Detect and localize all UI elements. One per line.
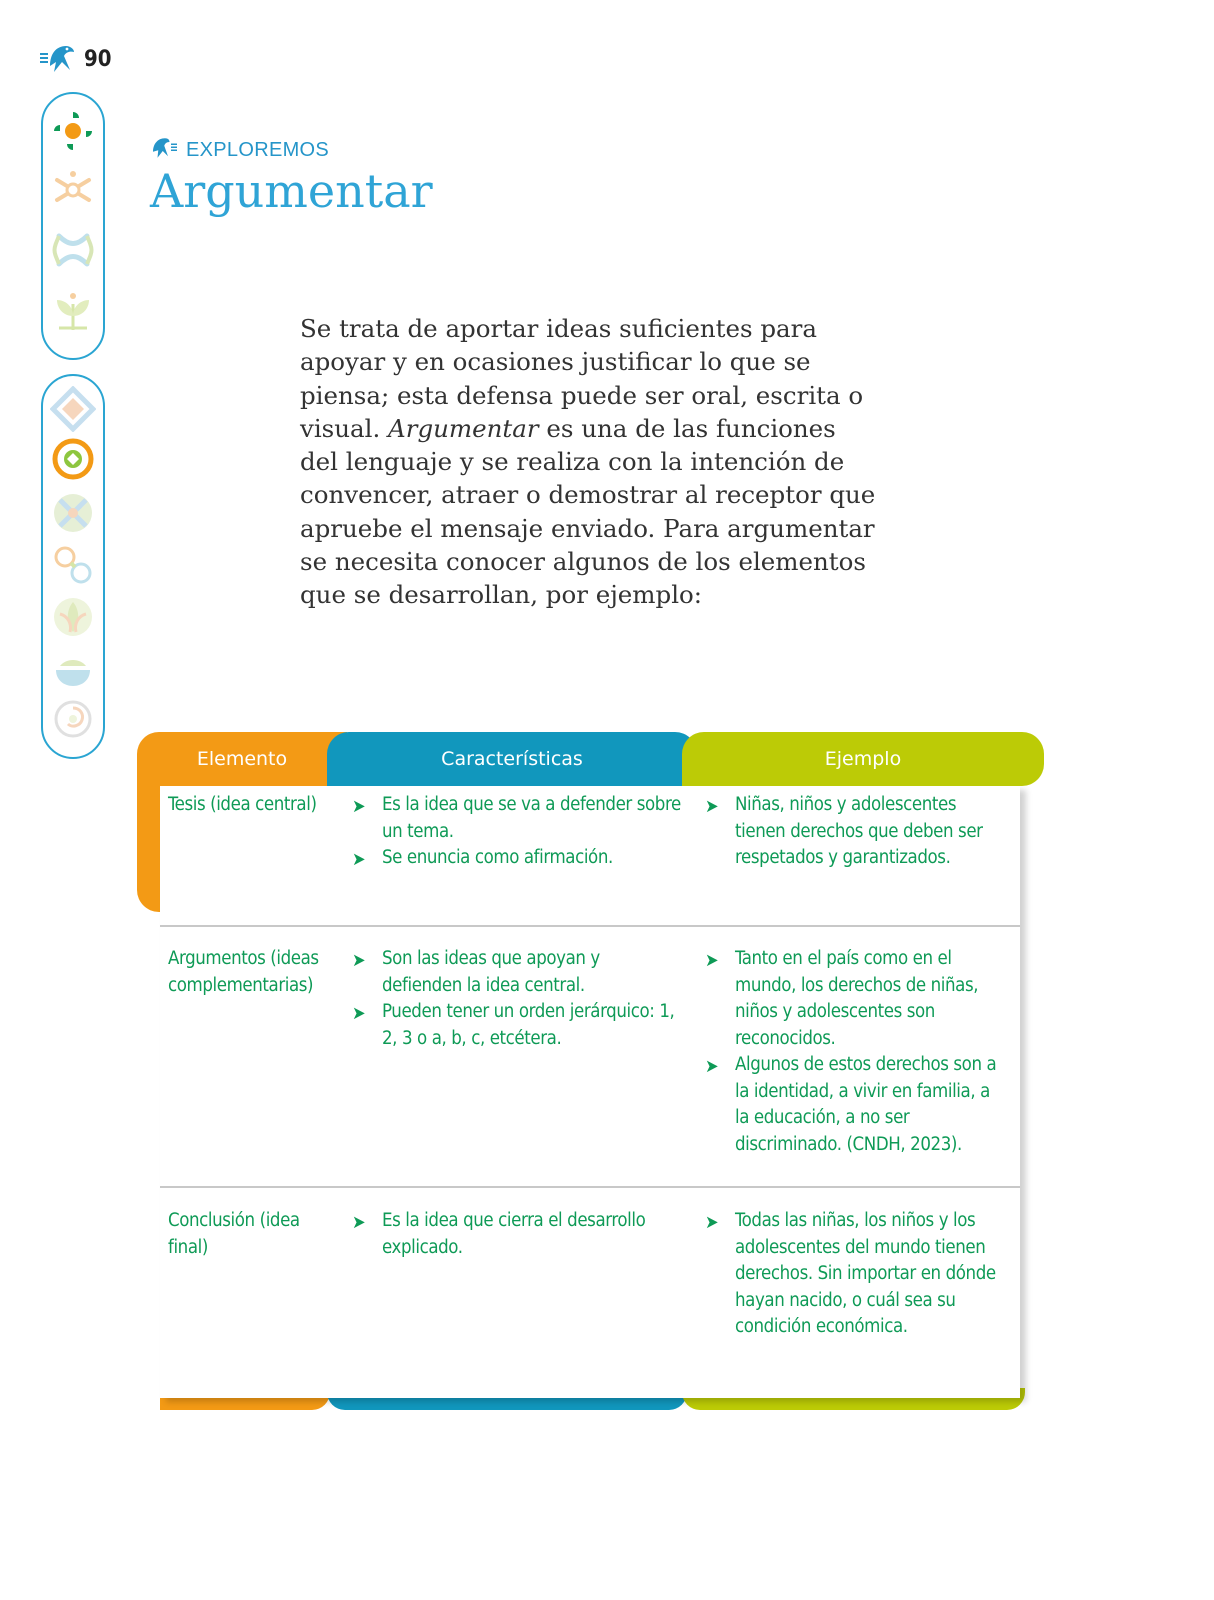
table-row	[160, 1208, 1020, 1378]
arrowhead-bullet-icon: ➤	[352, 796, 366, 817]
bird-small-icon	[150, 135, 180, 166]
row-2-caracteristicas	[352, 946, 682, 1052]
page-title: Argumentar	[150, 164, 433, 218]
list-item	[705, 946, 1005, 1052]
page-header	[36, 40, 112, 79]
list-item	[352, 1208, 682, 1261]
intro-paragraph	[300, 312, 880, 612]
row-3-elemento: Conclusión (idea final)	[168, 1210, 300, 1258]
plant-icon	[49, 286, 97, 339]
header-ejemplo-label: Ejemplo	[824, 748, 902, 770]
row-2-elemento: Argumentos (ideas complementarias)	[168, 948, 319, 996]
list-item-text: Niñas, niños y adolescentes tienen derechos que deben ser respetados y garantizados.	[735, 794, 983, 868]
list-item-text: Es la idea que se va a defender sobre un tema.	[382, 794, 681, 842]
arrowhead-bullet-icon: ➤	[705, 1212, 719, 1233]
sprout-circle-icon	[50, 108, 96, 159]
arrowhead-bullet-icon: ➤	[705, 950, 719, 971]
people-circle-icon	[49, 166, 97, 219]
list-item-text: Tanto en el país como en el mundo, los derechos de niñas, niños y adolescentes son reconocidos.	[735, 948, 979, 1049]
intro-text-1: Se trata de aportar ideas suficientes para apoyar y en ocasiones justificar lo que se piensa; esta defensa puede ser oral, escrita o visual.	[300, 314, 864, 443]
header-elemento	[137, 732, 347, 786]
header-ejemplo	[682, 732, 1044, 786]
side-nav-group-2	[41, 374, 105, 759]
list-item	[352, 946, 682, 999]
compass-circle-icon	[50, 490, 96, 541]
table-row	[160, 946, 1020, 1186]
table-row	[160, 792, 1020, 920]
section-label-text: EXPLOREMOS	[186, 139, 330, 161]
list-item-text: Es la idea que cierra el desarrollo explicado.	[382, 1210, 646, 1258]
list-item-text: Todas las niñas, los niños y los adolescentes del mundo tienen derechos. Sin importar en dónde hayan nacido, o cuál sea su condición económica.	[735, 1210, 996, 1337]
list-item	[352, 999, 682, 1052]
leaf-circle-icon	[50, 594, 96, 645]
list-item	[352, 792, 682, 845]
magnifier-link-icon	[50, 542, 96, 593]
diamond-knot-icon	[50, 386, 96, 437]
row-1-ejemplo	[705, 792, 1005, 872]
argument-elements-table	[137, 732, 1045, 1432]
list-item	[705, 1052, 1005, 1158]
arrowhead-bullet-icon: ➤	[352, 1003, 366, 1024]
spiral-circle-icon	[50, 436, 96, 487]
list-item	[352, 845, 682, 872]
side-nav-group-1	[41, 92, 105, 360]
intro-text-2: es una de las funciones del lenguaje y se realiza con la intención de convencer, atraer o demostrar al receptor que apruebe el mensaje enviado. Para argumentar se necesita conocer algunos de los elementos que se desarrollan, por ejemplo:	[300, 413, 876, 610]
arrowhead-bullet-icon: ➤	[352, 950, 366, 971]
header-caracteristicas-label: Características	[441, 748, 583, 770]
row-divider	[160, 925, 1020, 927]
row-3-ejemplo	[705, 1208, 1005, 1341]
row-1-caracteristicas	[352, 792, 682, 872]
bowl-icon	[50, 646, 96, 697]
list-item-text: Son las ideas que apoyan y defienden la idea central.	[382, 948, 600, 996]
row-3-caracteristicas	[352, 1208, 682, 1261]
row-2-ejemplo	[705, 946, 1005, 1158]
row-1-elemento: Tesis (idea central)	[168, 794, 317, 815]
section-label	[150, 135, 329, 166]
page-number: 90	[84, 47, 112, 72]
bird-logo-icon	[36, 40, 76, 79]
row-divider	[160, 1186, 1020, 1188]
arrowhead-bullet-icon: ➤	[352, 849, 366, 870]
list-item	[705, 1208, 1005, 1341]
swirl-circle-icon	[50, 696, 96, 747]
header-elemento-label: Elemento	[196, 748, 288, 770]
list-item-text: Se enuncia como afirmación.	[382, 847, 613, 868]
list-item-text: Pueden tener un orden jerárquico: 1, 2, 3 o a, b, c, etcétera.	[382, 1001, 675, 1049]
arrowhead-bullet-icon: ➤	[352, 1212, 366, 1233]
list-item-text: Algunos de estos derechos son a la identidad, a vivir en familia, a la educación, a no ser discriminado. (CNDH, 2023).	[735, 1054, 997, 1155]
hands-circle-icon	[49, 226, 97, 279]
arrowhead-bullet-icon: ➤	[705, 1056, 719, 1077]
arrowhead-bullet-icon: ➤	[705, 796, 719, 817]
header-caracteristicas	[327, 732, 697, 786]
list-item	[705, 792, 1005, 872]
intro-italic-term: Argumentar	[388, 413, 539, 443]
